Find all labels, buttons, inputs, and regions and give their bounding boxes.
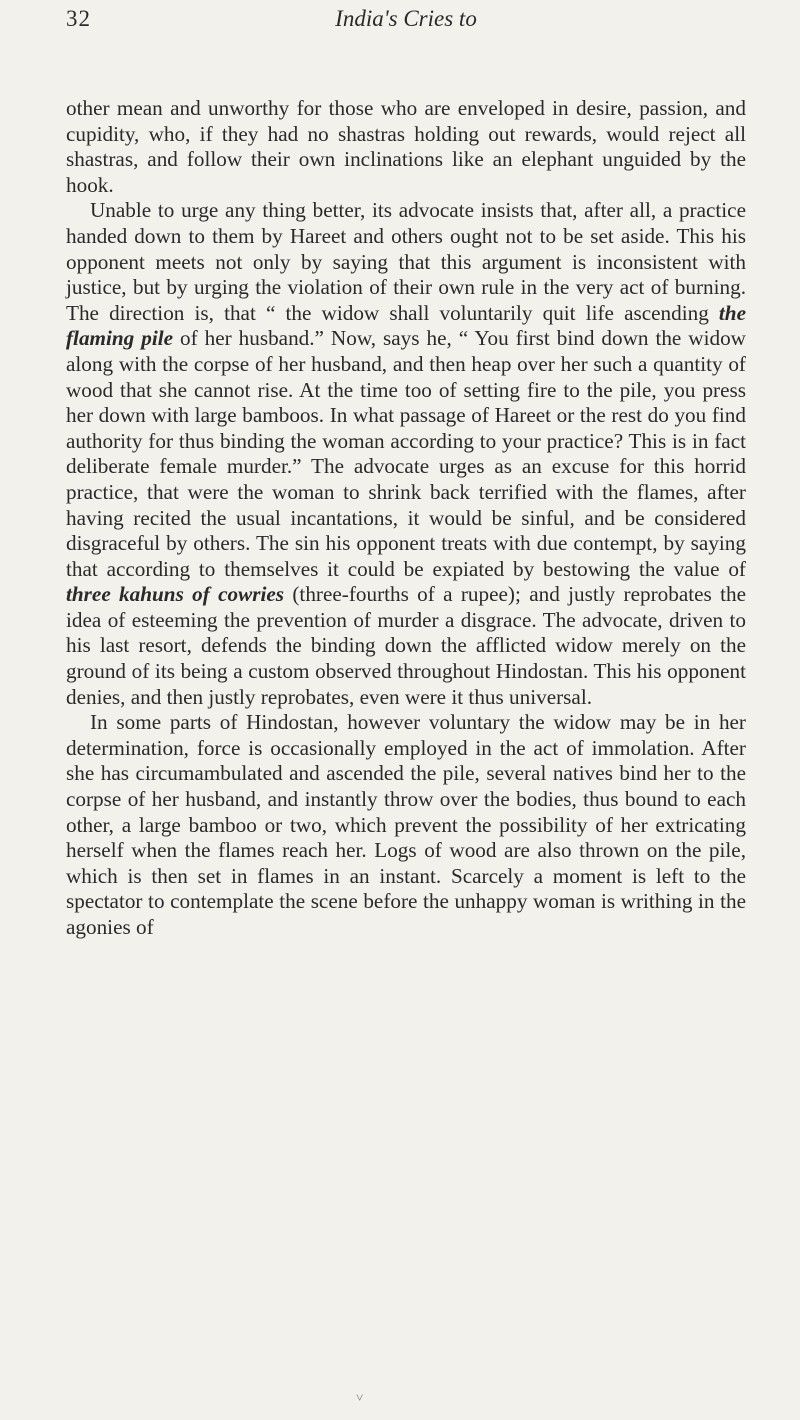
- running-title: India's Cries to: [335, 6, 477, 31]
- italic-phrase: three kahuns of cowries: [66, 582, 285, 607]
- paragraph-p2: [66, 198, 746, 710]
- italic-phrase: the flaming pile: [66, 300, 746, 351]
- paragraph-p1: [66, 96, 746, 198]
- paragraph-p3: [66, 710, 746, 940]
- text-run: other mean and unworthy for those who are enveloped in desire, passion, and cupidity, who, if they had no shastras holding out rewards, would reject all shastras, and follow their own inclinations like an elephant unguided by the hook.: [66, 96, 746, 197]
- body-text: [66, 96, 746, 941]
- page-header: [66, 6, 746, 36]
- text-run: Unable to urge any thing better, its advocate insists that, after all, a practice handed down to them by Hareet and others ought not to be set aside. This his opponent meets not only by saying that this argument is inconsistent with justice, but by urging the violation of their own rule in the very act of burning. The direction is, that “ the widow shall voluntarily quit life ascending: [66, 198, 746, 325]
- text-run: In some parts of Hindostan, however voluntary the widow may be in her determination, force is occasionally employed in the act of immolation. After she has circumambulated and ascended the pile, several natives bind her to the corpse of her husband, and instantly throw over the bodies, thus bound to each other, a large bamboo or two, which prevent the possibility of her extricating herself when the flames reach her. Logs of wood are also thrown on the pile, which is then set in flames in an instant. Scarcely a moment is left to the spectator to contemplate the scene before the unhappy woman is writhing in the agonies of: [66, 710, 746, 939]
- text-run: of her husband.” Now, says he, “ You first bind down the widow along with the corpse of her husband, and then heap over her such a quantity of wood that she cannot rise. At the time too of setting fire to the pile, you press her down with large bamboos. In what passage of Hareet or the rest do you find authority for thus binding the woman according to your practice? This is in fact deliberate female murder.” The advocate urges as an excuse for this horrid practice, that were the woman to shrink back terrified with the flames, after having recited the usual incantations, it would be sinful, and be considered disgraceful by others. The sin his opponent treats with due contempt, by saying that according to themselves it could be expiated by bestowing the value of: [66, 326, 746, 581]
- text-run: (three-fourths of a rupee); and justly reprobates the idea of esteeming the prevention of murder a disgrace. The advocate, driven to his last resort, defends the binding down the afflicted widow merely on the ground of its being a custom observed throughout Hindostan. This his opponent denies, and then justly reprobates, even were it thus universal.: [66, 582, 746, 709]
- footer-mark: ˅: [356, 1390, 364, 1405]
- page-number: 32: [66, 6, 91, 31]
